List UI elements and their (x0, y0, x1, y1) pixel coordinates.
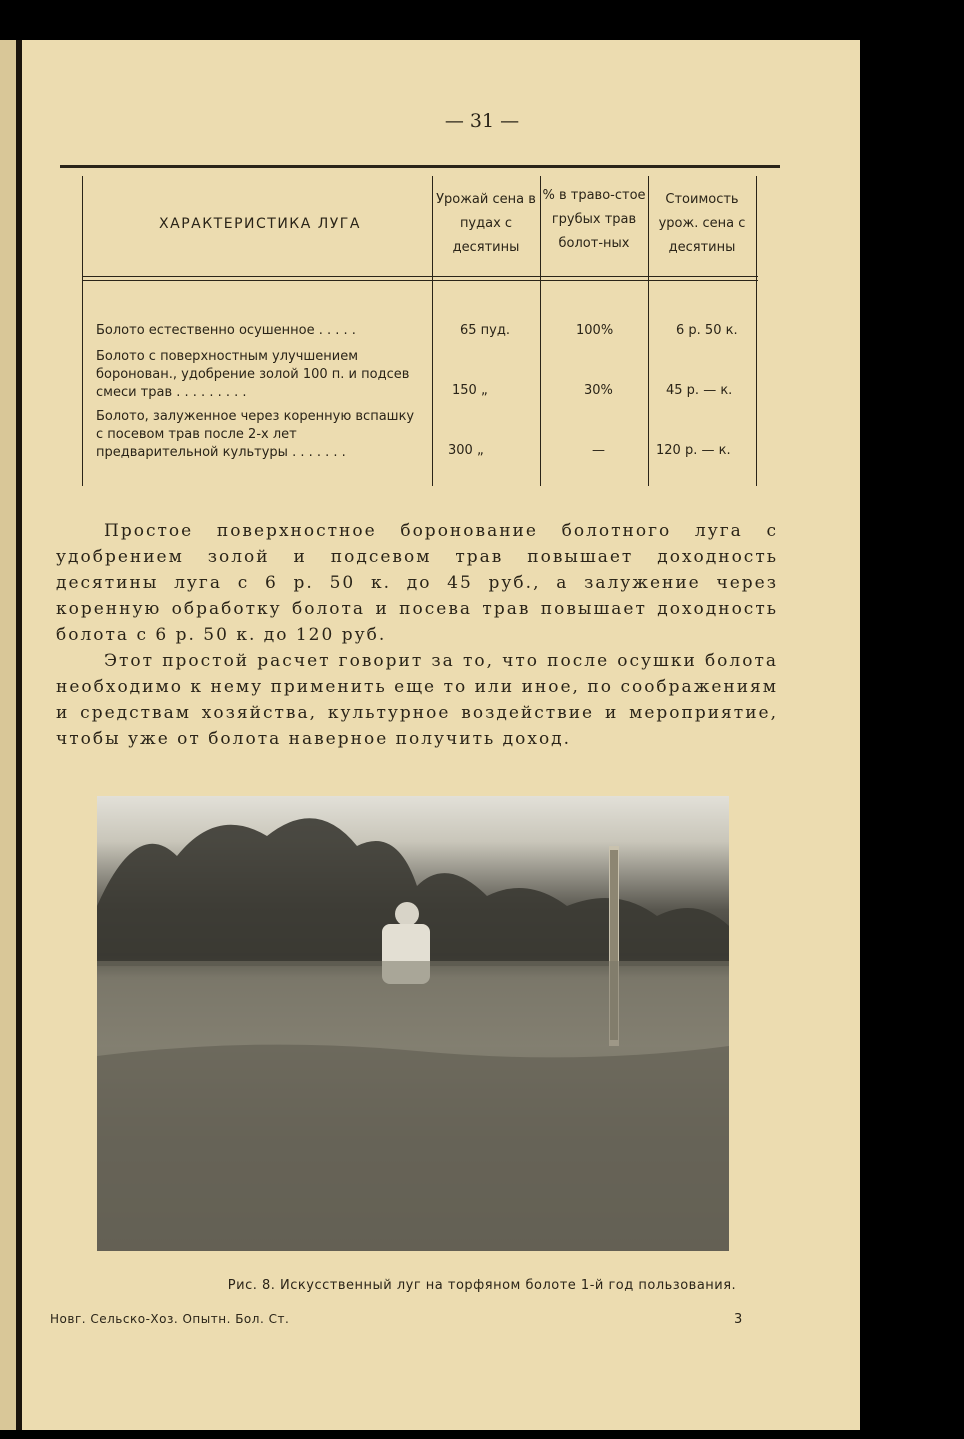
row-cost: 6 р. 50 к. (676, 323, 738, 338)
footer-publisher: Новг. Сельско-Хоз. Опытн. Бол. Ст. (50, 1312, 290, 1326)
header-yield: Урожай сена в пудах с десятины (436, 192, 536, 255)
row-cost: 120 р. — к. (656, 443, 731, 458)
row-label: Болото с поверхностным улучшением боронован., удобрение золой 100 п. и подсев смеси трав . . . . . . . . . (96, 349, 410, 400)
row-yield: 300 „ (448, 443, 484, 458)
meadow-photo (97, 796, 729, 1251)
table-divider (540, 176, 541, 486)
row-yield: 65 пуд. (460, 323, 510, 338)
header-percent: % в траво-стое грубых трав болот-ных (542, 188, 646, 251)
paragraph: Этот простой расчет говорит за то, что после осушки болота необходимо к нему применить еще то или иное, по соображениям и средствам хозяйства, культурное воздействие и мероприятие, чтобы уже от болота наверное получить доход. (56, 651, 778, 749)
table-header-rule (82, 280, 758, 281)
footer-signature-number: 3 (734, 1312, 743, 1327)
meadow-table (60, 168, 780, 486)
row-yield: 150 „ (452, 383, 488, 398)
row-percent: 100% (576, 323, 614, 338)
row-label: Болото, залуженное через коренную вспашку с посевом трав после 2-х лет предварительной культуры . . . . . . . (96, 409, 415, 460)
meadow-photo-illustration (97, 796, 729, 1251)
table-border-left (82, 176, 83, 486)
row-percent: 30% (584, 383, 613, 398)
table-header-rule (82, 276, 758, 277)
paragraph: Простое поверхностное боронование болотного луга с удобрением золой и подсевом трав повышает доходность десятины луга с 6 р. 50 к. до 45 руб., а залужение через коренную обработку болота и посева трав повышает доходность болота с 6 р. 50 к. до 120 руб. (56, 521, 778, 645)
header-cost: Стоимость урож. сена с десятины (658, 192, 746, 255)
table-divider (432, 176, 433, 486)
row-cost: 45 р. — к. (666, 383, 733, 398)
header-characteristic: ХАРАКТЕРИСТИКА ЛУГА (159, 216, 361, 232)
table-divider (648, 176, 649, 486)
table-border-right (756, 176, 757, 486)
row-percent: — (592, 443, 605, 458)
photo-caption: Рис. 8. Искусственный луг на торфяном болоте 1-й год пользования. (227, 1278, 737, 1293)
page-number: — 31 — (444, 110, 520, 132)
body-text (56, 518, 778, 752)
row-label: Болото естественно осушенное . . . . . (96, 323, 356, 338)
left-page-edge (0, 40, 16, 1430)
